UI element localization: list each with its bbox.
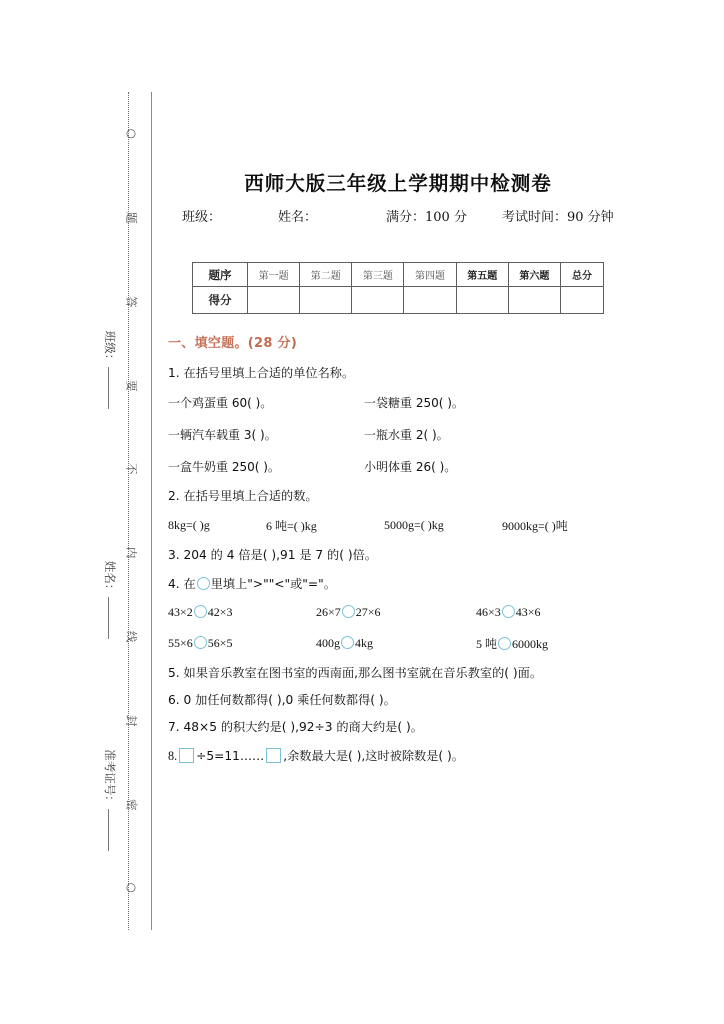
full-score-label: 满分：100 分: [386, 210, 467, 225]
circle-blank-icon[interactable]: [194, 605, 207, 618]
q4-c2-right: 27×6: [355, 604, 381, 619]
exam-meta-line: [182, 206, 644, 225]
q1-item-4[interactable]: 一瓶水重 2( )。: [364, 428, 449, 443]
q4-c2-left: 26×7: [316, 604, 341, 619]
question-3-stem[interactable]: 3. 204 的 4 倍是( ),91 是 7 的( )倍。: [168, 548, 377, 563]
score-table-col-2: 第二题: [300, 263, 352, 287]
q1-item-5[interactable]: 一盒牛奶重 250( )。: [168, 460, 280, 475]
q4-compare-5[interactable]: [316, 636, 476, 651]
q4-c1-left: 43×2: [168, 604, 193, 619]
q2-conv-3[interactable]: 5000g=( )kg: [384, 518, 444, 533]
class-field-label[interactable]: 班级：: [182, 210, 222, 225]
score-cell-4[interactable]: [404, 287, 456, 314]
question-4-row-2: [168, 635, 644, 652]
question-2-row: [168, 517, 644, 534]
question-1-row-1: [168, 394, 644, 411]
q4-compare-6[interactable]: [476, 635, 624, 652]
table-row-header: [193, 263, 604, 287]
q4-stem-part-a: 4. 在: [168, 576, 196, 591]
score-table-col-total: 总分: [561, 263, 604, 287]
q1-item-2[interactable]: 一袋糖重 250( )。: [364, 396, 464, 411]
circle-blank-icon[interactable]: [342, 605, 355, 618]
score-table-col-3: 第三题: [352, 263, 404, 287]
question-4-row-1: [168, 605, 644, 620]
q8-number: 8.: [168, 749, 178, 764]
score-cell-5[interactable]: [456, 287, 508, 314]
question-1-stem: 1. 在括号里填上合适的单位名称。: [168, 366, 355, 380]
seal-field-labels: [92, 92, 128, 930]
q4-compare-2[interactable]: [316, 605, 476, 620]
seal-char: ○: [124, 883, 139, 894]
seal-char: ○: [124, 128, 139, 139]
circle-blank-icon: [197, 577, 210, 590]
q1-item-3[interactable]: 一辆汽车载重 3( )。: [168, 428, 277, 443]
exam-content: [168, 332, 644, 778]
seal-char: 内: [124, 547, 139, 559]
score-cell-6[interactable]: [508, 287, 560, 314]
q4-c6-left: 5 吨: [476, 636, 498, 651]
score-table: [192, 262, 604, 314]
q4-c5-left: 400g: [316, 635, 340, 650]
q4-compare-4[interactable]: [168, 636, 316, 651]
q2-conv-4[interactable]: 9000kg=( )吨: [502, 519, 568, 534]
seal-char: 答: [124, 295, 139, 308]
question-1-row-3: [168, 458, 644, 475]
write-line[interactable]: [109, 367, 111, 409]
write-line[interactable]: [109, 809, 111, 851]
circle-blank-icon[interactable]: [502, 605, 515, 618]
question-6-stem[interactable]: 6. 0 加任何数都得( ),0 乘任何数都得( )。: [168, 693, 396, 708]
circle-blank-icon[interactable]: [341, 636, 354, 649]
q4-c3-right: 43×6: [515, 604, 541, 619]
square-blank-icon[interactable]: [179, 748, 194, 763]
seal-field-class: [102, 318, 118, 422]
seal-field-examid: [102, 748, 118, 852]
seal-field-class-label: 班级：: [103, 330, 117, 366]
circle-blank-icon[interactable]: [498, 637, 511, 650]
seal-char: 密: [124, 798, 139, 811]
question-1-row-2: [168, 426, 644, 443]
q4-c1-right: 42×3: [207, 604, 233, 619]
seal-field-name: [102, 548, 118, 652]
section-heading-fill-in-blank: 一、填空题。(28 分): [168, 336, 298, 351]
score-cell-1[interactable]: [248, 287, 300, 314]
write-line[interactable]: [109, 597, 111, 639]
score-cell-total[interactable]: [561, 287, 604, 314]
q8-part-c[interactable]: ,余数最大是( ),这时被除数是( )。: [283, 749, 464, 764]
seal-char: 线: [124, 630, 139, 643]
exam-time-label: 考试时间：90 分钟: [502, 210, 614, 225]
score-cell-3[interactable]: [352, 287, 404, 314]
q4-c3-left: 46×3: [476, 604, 501, 619]
seal-line-strip: [92, 92, 154, 930]
page-title: 西师大版三年级上学期期中检测卷: [244, 172, 552, 195]
q4-compare-3[interactable]: [476, 605, 624, 620]
square-blank-icon[interactable]: [266, 748, 281, 763]
score-table-col-1: 第一题: [248, 263, 300, 287]
q1-item-6[interactable]: 小明体重 26( )。: [364, 460, 457, 475]
score-table-rowhead-score: 得分: [193, 287, 248, 314]
q4-compare-1[interactable]: [168, 605, 316, 620]
q2-conv-1[interactable]: 8kg=( )g: [168, 518, 210, 533]
seal-char: 题: [124, 211, 139, 224]
question-8-stem: [168, 748, 644, 763]
question-7-stem[interactable]: 7. 48×5 的积大约是( ),92÷3 的商大约是( )。: [168, 720, 423, 735]
score-cell-2[interactable]: [300, 287, 352, 314]
seal-char: 不: [124, 463, 139, 475]
score-table-col-6: 第六题: [508, 263, 560, 287]
question-2-stem: 2. 在括号里填上合适的数。: [168, 489, 318, 504]
name-field-label[interactable]: 姓名：: [278, 210, 318, 225]
score-table-rowhead-order: 题序: [193, 263, 248, 287]
table-row-score: [193, 287, 604, 314]
q8-part-b: ÷5=11……: [196, 749, 265, 764]
q4-stem-part-b: 里填上">""<"或"="。: [210, 576, 336, 591]
q4-c4-left: 55×6: [168, 635, 193, 650]
q2-conv-2[interactable]: 6 吨=( )kg: [266, 519, 317, 534]
score-table-col-5: 第五题: [456, 263, 508, 287]
question-5-stem[interactable]: 5. 如果音乐教室在图书室的西南面,那么图书室就在音乐教室的( )面。: [168, 665, 543, 680]
q4-c6-right: 6000kg: [512, 636, 549, 651]
exam-sheet: [152, 0, 644, 1024]
seal-char: 封: [124, 714, 139, 727]
score-table-col-4: 第四题: [404, 263, 456, 287]
q4-c5-right: 4kg: [355, 635, 373, 650]
q4-c4-right: 56×5: [207, 635, 233, 650]
seal-char: 要: [124, 379, 139, 392]
seal-field-examid-label: 准考证号：: [103, 749, 117, 807]
question-4-stem: [168, 577, 644, 590]
circle-blank-icon[interactable]: [194, 636, 207, 649]
seal-field-name-label: 姓名：: [103, 560, 117, 596]
q1-item-1[interactable]: 一个鸡蛋重 60( )。: [168, 396, 273, 411]
